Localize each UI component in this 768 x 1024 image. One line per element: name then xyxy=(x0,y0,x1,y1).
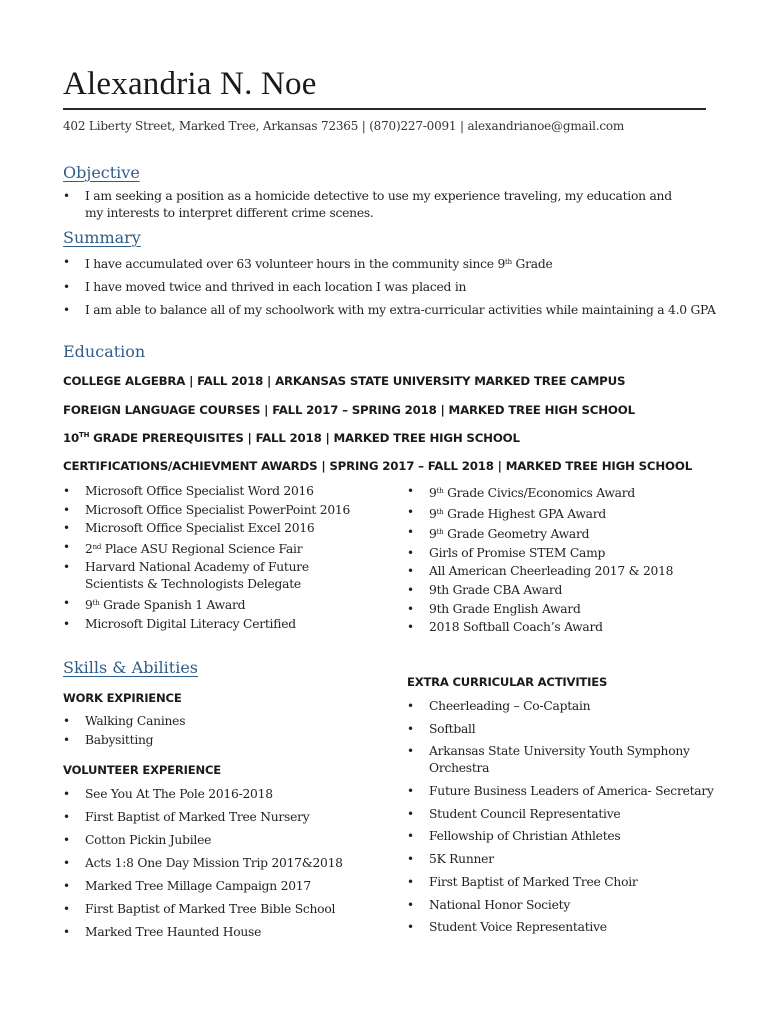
work-experience-heading: WORK EXPIRIENCE xyxy=(63,691,182,705)
objective-list xyxy=(63,188,693,222)
list-item: • 5K Runner xyxy=(407,851,727,868)
list-item: • 9th Grade English Award xyxy=(407,601,707,618)
education-line: COLLEGE ALGEBRA | FALL 2018 | ARKANSAS STATE UNIVERSITY MARKED TREE CAMPUS xyxy=(63,374,626,388)
list-item: • Microsoft Office Specialist PowerPoint 2016 xyxy=(63,502,363,519)
list-item: • Softball xyxy=(407,721,727,738)
list-item: • Walking Canines xyxy=(63,713,363,730)
extra-curricular-list xyxy=(407,698,727,942)
list-item: • First Baptist of Marked Tree Nursery xyxy=(63,809,373,826)
list-item: • I have moved twice and thrived in each location I was placed in xyxy=(63,279,723,296)
awards-left-list xyxy=(63,483,363,634)
list-item: • Fellowship of Christian Athletes xyxy=(407,828,727,845)
list-item: • Microsoft Digital Literacy Certified xyxy=(63,616,363,633)
list-item: • 9th Grade Spanish 1 Award xyxy=(63,595,363,614)
list-item: • Babysitting xyxy=(63,732,363,749)
list-item: • Marked Tree Millage Campaign 2017 xyxy=(63,878,373,895)
list-item: • See You At The Pole 2016-2018 xyxy=(63,786,373,803)
list-item: • Girls of Promise STEM Camp xyxy=(407,545,707,562)
list-item: • 9th Grade Geometry Award xyxy=(407,524,707,543)
education-line: FOREIGN LANGUAGE COURSES | FALL 2017 – SPRING 2018 | MARKED TREE HIGH SCHOOL xyxy=(63,403,635,417)
list-item: • Marked Tree Haunted House xyxy=(63,924,373,941)
list-item: • Microsoft Office Specialist Excel 2016 xyxy=(63,520,363,537)
header-rule xyxy=(63,108,706,110)
list-item: • National Honor Society xyxy=(407,897,727,914)
list-item: • 9th Grade Civics/Economics Award xyxy=(407,483,707,502)
education-heading: Education xyxy=(63,342,146,361)
list-item: • I am seeking a position as a homicide detective to use my experience traveling, my education and my interests to interpret different crime scenes. xyxy=(63,188,693,222)
list-item: • Acts 1:8 One Day Mission Trip 2017&2018 xyxy=(63,855,373,872)
resume-name: Alexandria N. Noe xyxy=(63,66,317,102)
list-item: • 2nd Place ASU Regional Science Fair xyxy=(63,539,363,558)
list-item: • Harvard National Academy of Future Scientists & Technologists Delegate xyxy=(63,559,363,593)
work-list xyxy=(63,713,363,751)
list-item: • Cheerleading – Co-Captain xyxy=(407,698,727,715)
list-item: • Microsoft Office Specialist Word 2016 xyxy=(63,483,363,500)
contact-line: 402 Liberty Street, Marked Tree, Arkansas 72365 | (870)227-0091 | alexandrianoe@gmail.com xyxy=(63,119,625,133)
objective-heading: Objective xyxy=(63,163,140,182)
education-line: CERTIFICATIONS/ACHIEVMENT AWARDS | SPRING 2017 – FALL 2018 | MARKED TREE HIGH SCHOOL xyxy=(63,459,693,473)
list-item: • 9th Grade Highest GPA Award xyxy=(407,504,707,523)
list-item: • 2018 Softball Coach’s Award xyxy=(407,619,707,636)
volunteer-list xyxy=(63,786,373,947)
education-line: 10TH GRADE PREREQUISITES | FALL 2018 | MARKED TREE HIGH SCHOOL xyxy=(63,431,520,445)
list-item: • Arkansas State University Youth Symphony Orchestra xyxy=(407,743,727,777)
list-item: • Future Business Leaders of America- Secretary xyxy=(407,783,727,800)
awards-right-list xyxy=(407,483,707,638)
list-item: • Student Council Representative xyxy=(407,806,727,823)
list-item: • Student Voice Representative xyxy=(407,919,727,936)
list-item: • First Baptist of Marked Tree Bible School xyxy=(63,901,373,918)
summary-list xyxy=(63,254,723,319)
list-item: • I am able to balance all of my schoolwork with my extra-curricular activities while maintaining a 4.0 GPA xyxy=(63,302,723,319)
summary-heading: Summary xyxy=(63,228,141,247)
list-item: • 9th Grade CBA Award xyxy=(407,582,707,599)
list-item: • I have accumulated over 63 volunteer hours in the community since 9th Grade xyxy=(63,254,723,273)
list-item: • Cotton Pickin Jubilee xyxy=(63,832,373,849)
list-item: • All American Cheerleading 2017 & 2018 xyxy=(407,563,707,580)
skills-heading: Skills & Abilities xyxy=(63,658,199,677)
extra-curricular-heading: EXTRA CURRICULAR ACTIVITIES xyxy=(407,675,608,689)
volunteer-experience-heading: VOLUNTEER EXPERIENCE xyxy=(63,763,221,777)
list-item: • First Baptist of Marked Tree Choir xyxy=(407,874,727,891)
